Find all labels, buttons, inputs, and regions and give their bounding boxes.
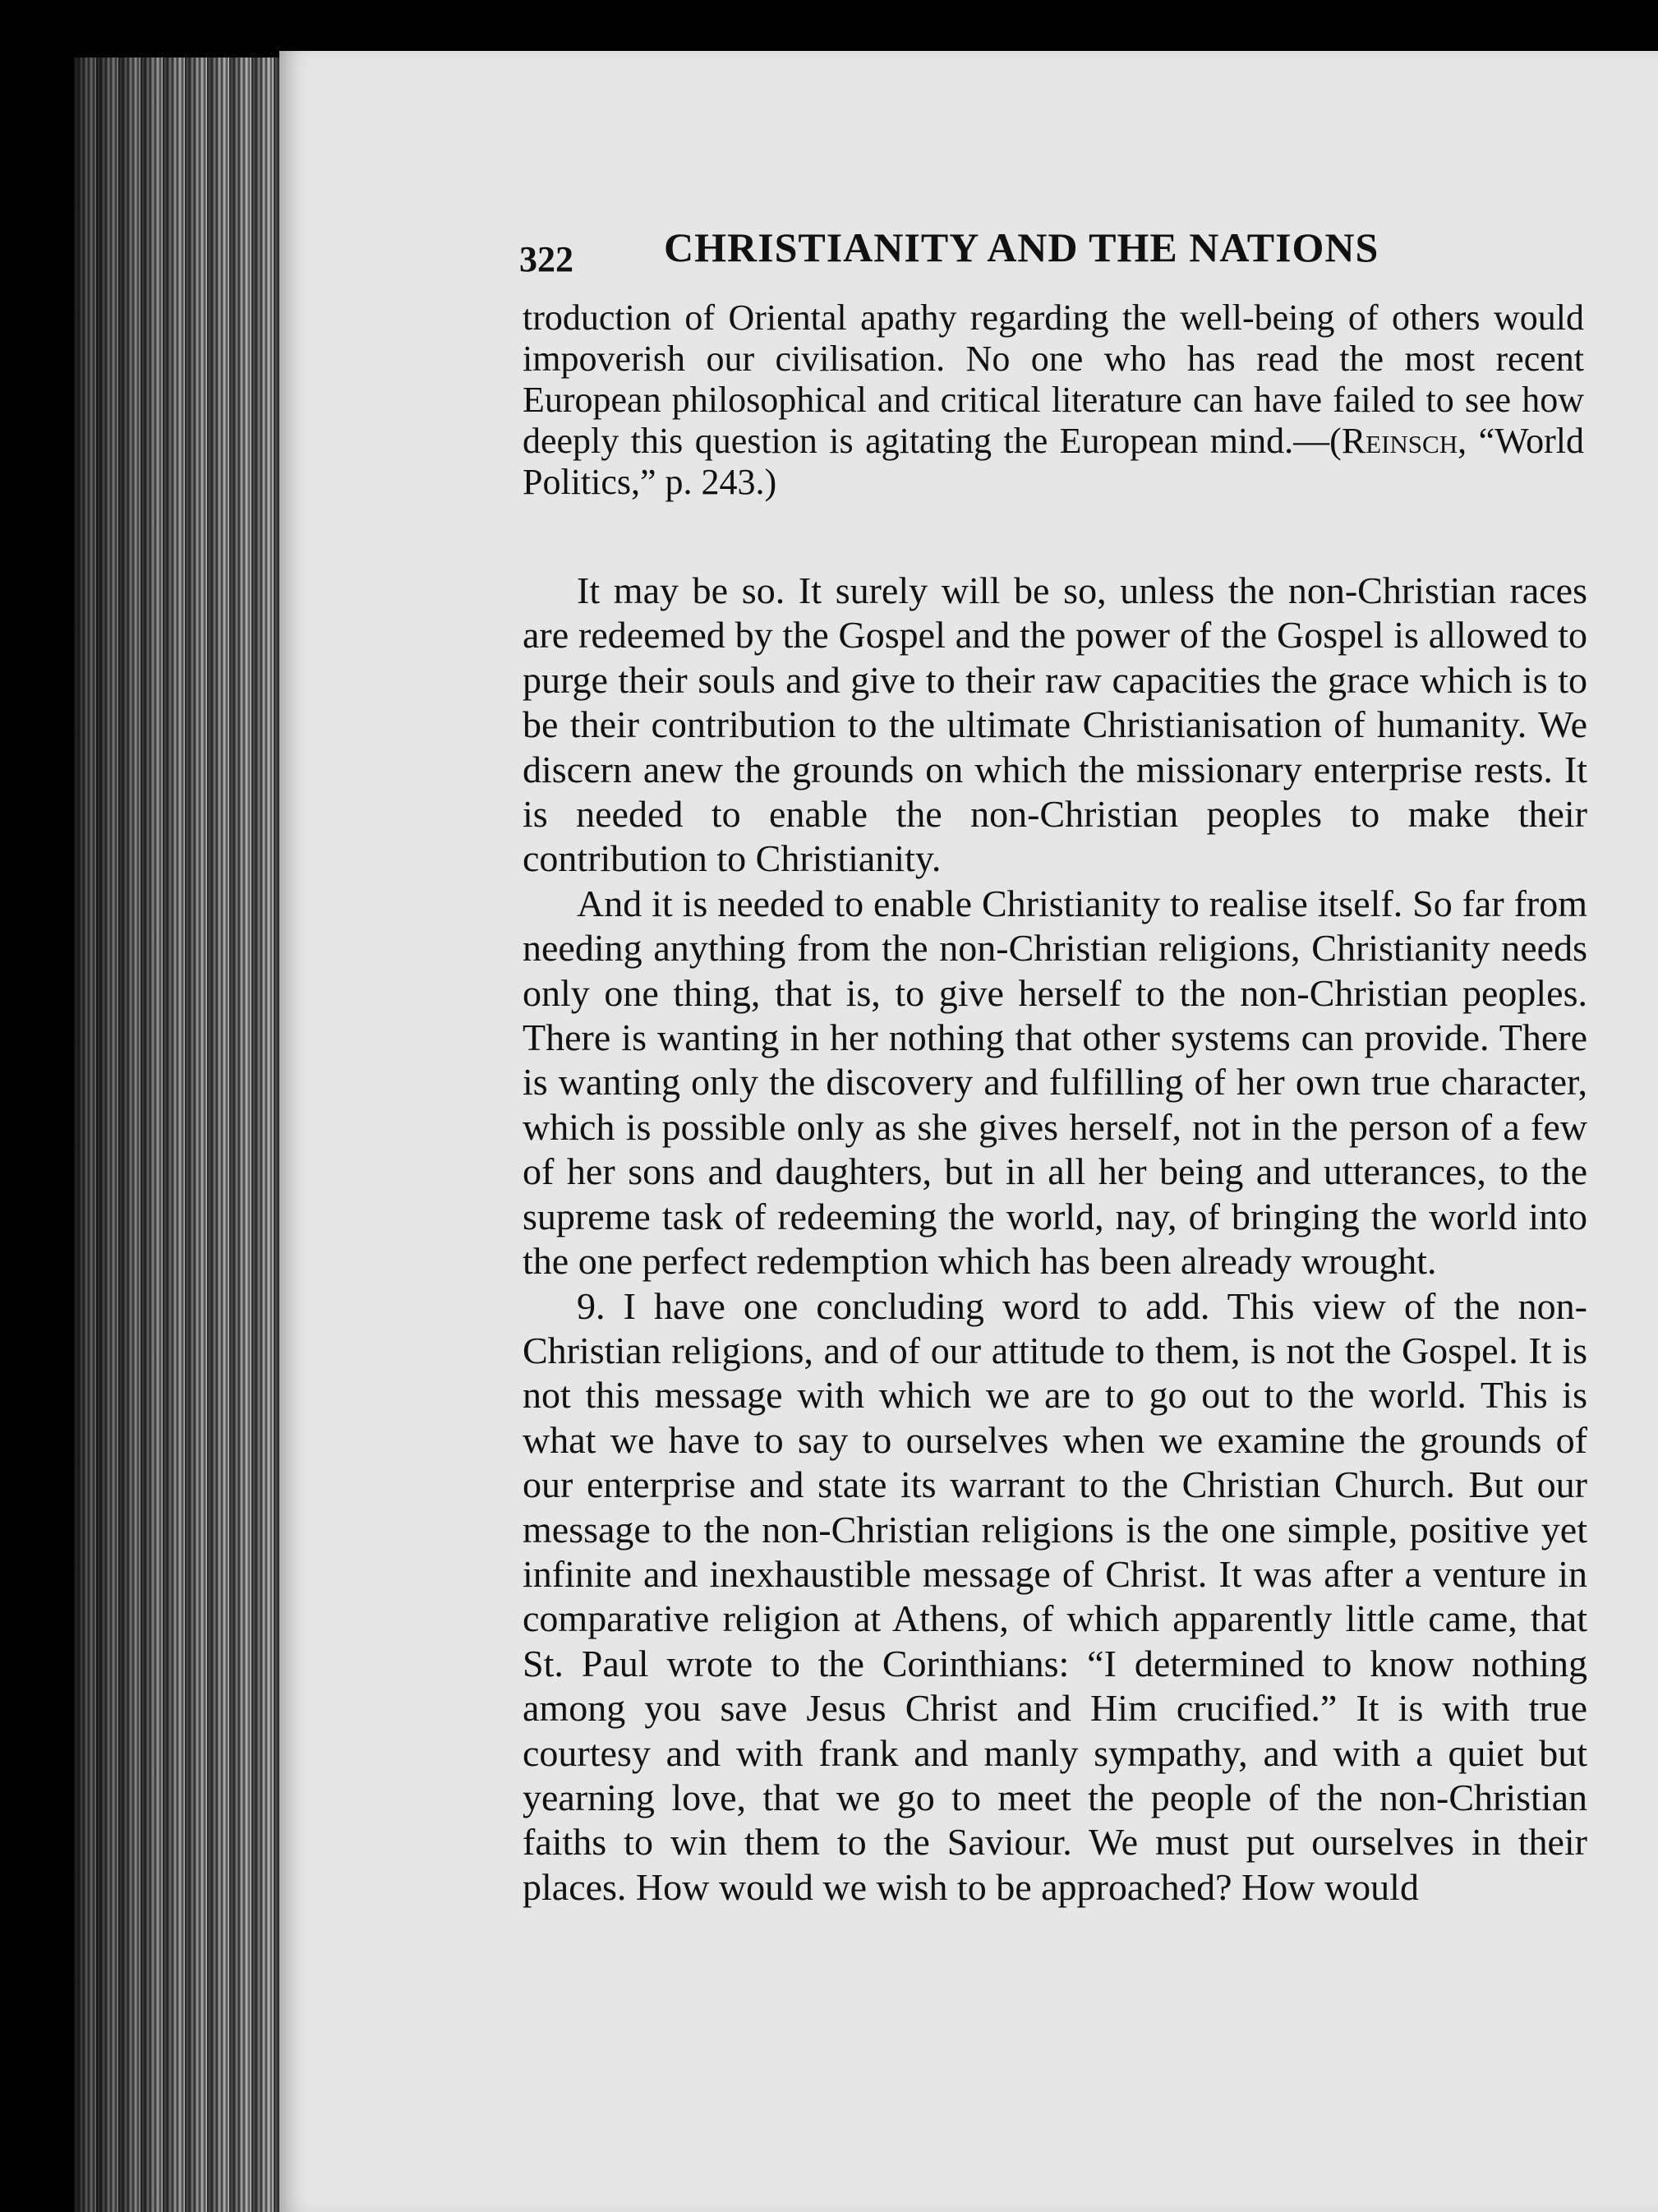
citation-source: , “World Politics,” p. 243.) [523, 421, 1584, 502]
page-header [519, 224, 1658, 289]
block-quote [523, 297, 1584, 503]
paragraph-1: It may be so. It surely will be so, unless the non-Christian races are redeemed by the Gospel and the power of the Gospel is allowed to purge their souls and give to their raw capacities the grace which is to be their contribution to the ultimate Christianisation of humanity. We discern anew the grounds on which the missionary enterprise rests. It is needed to enable the non-Christian peoples to make their contribution to Christianity. [523, 569, 1587, 880]
book-page-edges [74, 58, 288, 2212]
paragraph-2: And it is needed to enable Christianity to realise itself. So far from needing anything from the non-Christian religions, Christianity needs only one thing, that is, to give herself to the non-Christian peoples. There is wanting in her nothing that other systems can provide. There is wanting only the discovery and fulfilling of her own true character, which is possible only as she gives herself, not in the person of a few of her sons and daughters, but in all her being and utterances, to the supreme task of redeeming the world, nay, of bringing the world into the one perfect redemption which has been already wrought. [523, 882, 1587, 1283]
running-title: CHRISTIANITY AND THE NATIONS [664, 224, 1379, 270]
citation-author: Reinsch [1341, 421, 1458, 461]
paragraph-3: 9. I have one concluding word to add. This view of the non-Christian religions, and of our attitude to them, is not the Gospel. It is not this message with which we are to go out to the world. This is what we have to say to ourselves when we examine the grounds of our enterprise and state its warrant to the Christian Church. But our message to the non-Christian religions is the one simple, positive yet infinite and inexhaustible message of Christ. It was after a venture in comparative religion at Athens, of which apparently little came, that St. Paul wrote to the Corinthians: “I determined to know nothing among you save Jesus Christ and Him crucified.” It is with true courtesy and with frank and manly sympathy, and with a quiet but yearning love, that we go to meet the people of the non-Christian faiths to win them to the Saviour. We must put ourselves in their places. How would we wish to be approached? How would [523, 1284, 1587, 1908]
page-number: 322 [519, 239, 573, 279]
book-page [279, 51, 1658, 2212]
quote-text: troduction of Oriental apathy regarding the well-being of others would impoverish our civilisation. No one who has read the most recent European philosophical and critical literature can have failed to see how deeply this question is agitating the European mind.—( [523, 297, 1584, 461]
body-text [523, 569, 1587, 1910]
